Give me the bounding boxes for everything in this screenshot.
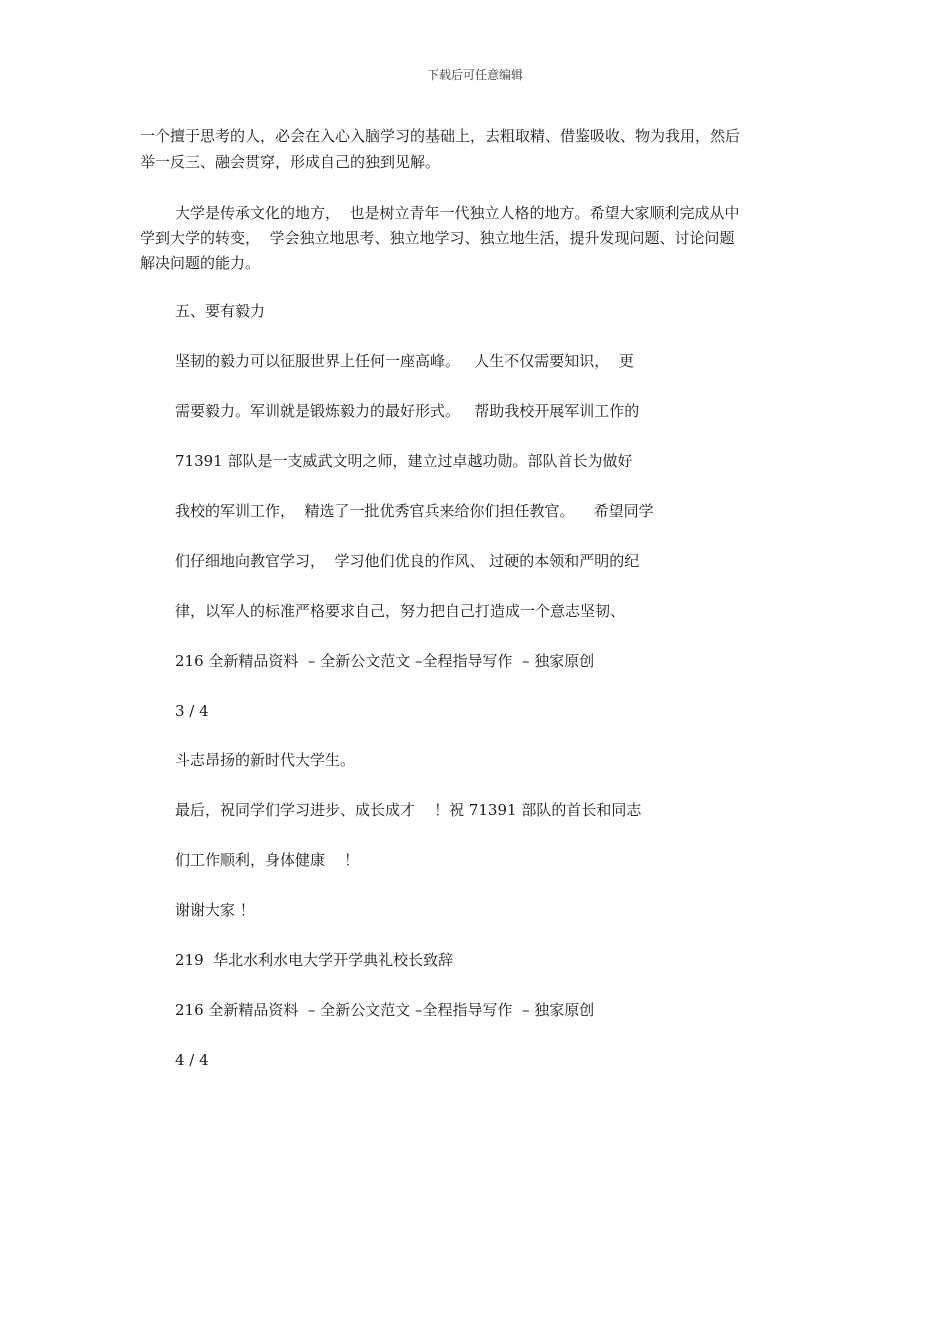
paragraph-line: 71391 部队是一支威武文明之师，建立过卓越功勋。部队首长为做好	[175, 452, 633, 470]
section-heading: 五、要有毅力	[175, 302, 266, 320]
document-title-line: 219 华北水利水电大学开学典礼校长致辞	[175, 951, 454, 969]
footer-text: 216 全新精品资料 – 全新公文范文 –全程指导写作 – 独家原创	[175, 1001, 595, 1019]
paragraph-line: 需要毅力。军训就是锻炼毅力的最好形式。 帮助我校开展军训工作的	[175, 402, 640, 420]
paragraph-line: 最后，祝同学们学习进步、成长成才 ！祝 71391 部队的首长和同志	[175, 801, 642, 819]
paragraph-line: 我校的军训工作， 精选了一批优秀官兵来给你们担任教官。 希望同学	[175, 502, 654, 520]
paragraph-line: 一个擅于思考的人，必会在入心入脑学习的基础上，去粗取精、借鉴吸收、物为我用，然后	[140, 127, 741, 145]
paragraph-line: 学到大学的转变， 学会独立地思考、独立地学习、独立地生活，提升发现问题、讨论问题	[140, 229, 735, 247]
paragraph-line: 律，以军人的标准严格要求自己，努力把自己打造成一个意志坚韧、	[175, 602, 626, 620]
paragraph-line: 解决问题的能力。	[140, 254, 261, 272]
paragraph-line: 大学是传承文化的地方， 也是树立青年一代独立人格的地方。希望大家顺利完成从中	[175, 204, 740, 222]
page-number: 4 / 4	[175, 1051, 209, 1069]
paragraph-line: 斗志昂扬的新时代大学生。	[175, 751, 356, 769]
paragraph-line: 举一反三、融会贯穿，形成自己的独到见解。	[140, 153, 441, 171]
paragraph-line: 坚韧的毅力可以征服世界上任何一座高峰。 人生不仅需要知识， 更	[175, 352, 634, 370]
paragraph-line: 们仔细地向教官学习， 学习他们优良的作风、 过硬的本领和严明的纪	[175, 552, 640, 570]
paragraph-line: 们工作顺利，身体健康 ！	[175, 851, 360, 869]
page-number: 3 / 4	[175, 702, 209, 720]
page-header: 下载后可任意编辑	[426, 68, 523, 82]
paragraph-line: 谢谢大家 ！	[175, 901, 255, 919]
footer-text: 216 全新精品资料 – 全新公文范文 –全程指导写作 – 独家原创	[175, 652, 595, 670]
